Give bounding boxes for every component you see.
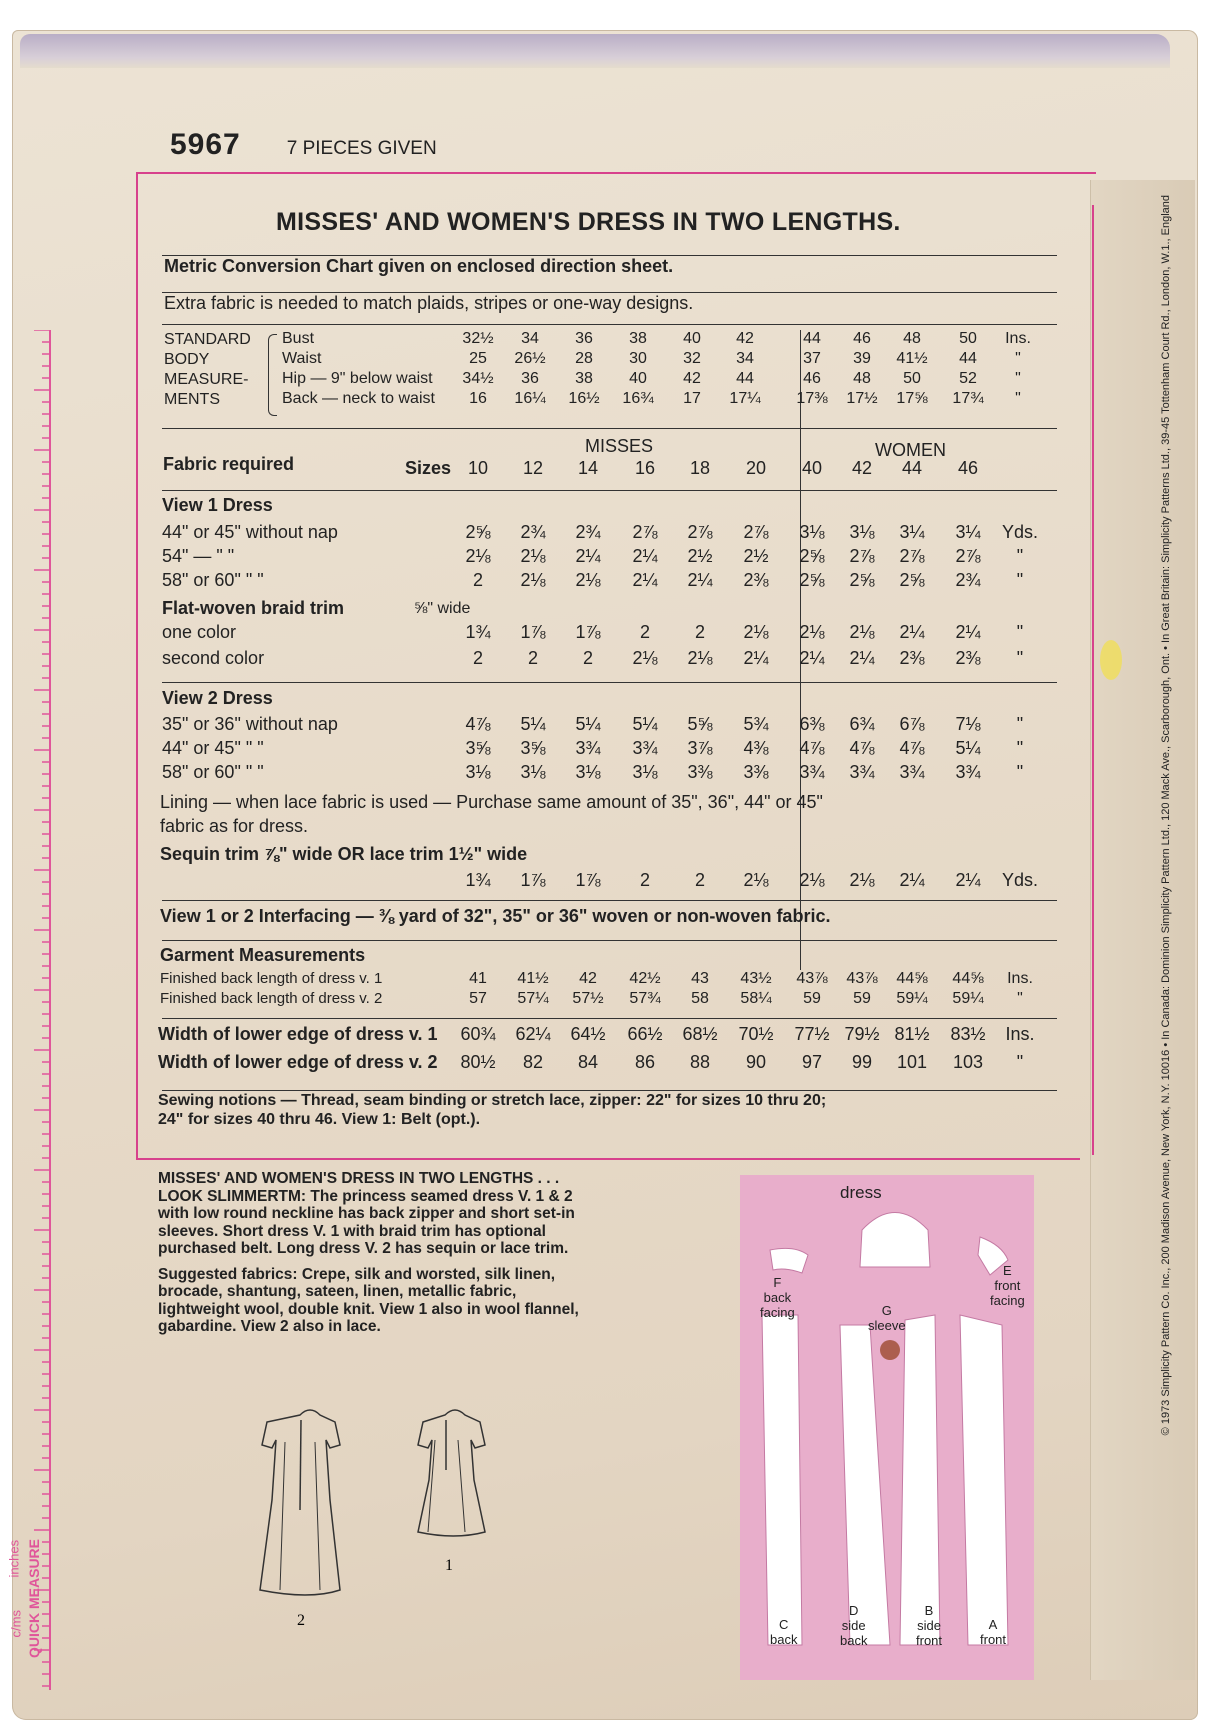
braid-yardage-cell: 2⅛	[849, 622, 875, 642]
body-measure-value: 16¼	[514, 390, 546, 407]
ruler-ticks	[12, 330, 52, 1690]
braid-width: ⅝" wide	[414, 600, 471, 617]
ruler-inches-label: inches	[6, 1539, 22, 1578]
body-measure-value: "	[1015, 350, 1021, 367]
body-measure-value: 46	[853, 330, 871, 347]
body-measure-value: 42	[736, 330, 754, 347]
piece-back-shape	[762, 1315, 802, 1645]
quick-measure-ruler	[6, 330, 52, 1690]
finished-length-value-cell: 41½	[517, 970, 549, 987]
lower-edge-width-value-cell: 82	[522, 1052, 544, 1072]
lower-edge-width-value-cell: 84	[577, 1052, 599, 1072]
yellow-stain	[1100, 640, 1122, 680]
view2-yardage-cell: 3⅜	[743, 762, 769, 782]
view2-yardage-cell: 5¾	[743, 714, 769, 734]
body-measure-value: "	[1015, 390, 1021, 407]
size-column-header: 14	[577, 458, 599, 478]
view1-fabric-width: 58" or 60" " "	[162, 570, 264, 590]
lower-edge-width-value-cell: 103	[952, 1052, 984, 1072]
view2-yardage-cell: 3⅞	[687, 738, 713, 758]
finished-length-value-cell: 44⅝	[896, 970, 928, 987]
sequin-yardage-cell: 2¼	[899, 870, 925, 890]
braid-yardage-cell: 2¼	[899, 622, 925, 642]
view2-yardage-cell: 5¼	[520, 714, 546, 734]
view2-yardage-cell: 3¾	[575, 738, 601, 758]
view1-yardage-cell: 2⅞	[849, 546, 875, 566]
body-measure-value: 17¼	[729, 390, 761, 407]
piece-front-shape	[960, 1315, 1008, 1645]
lower-edge-width-value-cell: 86	[634, 1052, 656, 1072]
lower-edge-width-name: Width of lower edge of dress v. 2	[158, 1052, 438, 1072]
view2-yardage-cell: 4⅞	[899, 738, 925, 758]
view2-yardage-cell: 4⅞	[799, 738, 825, 758]
body-measure-name: Hip — 9" below waist	[282, 370, 433, 387]
lower-edge-width-value-cell: 101	[896, 1052, 928, 1072]
piece-label-b: B side front	[916, 1603, 943, 1648]
ruler-cms-label: c/ms	[8, 1610, 24, 1638]
body-measure-value: 44	[803, 330, 821, 347]
body-measure-value: 44	[736, 370, 754, 387]
view1-yardage-cell: 2⅞	[743, 522, 769, 542]
size-column-header: 42	[851, 458, 873, 478]
extra-fabric-note: Extra fabric is needed to match plaids, stripes or one-way designs.	[164, 293, 694, 313]
view1-yardage-cell: 2¼	[575, 546, 601, 566]
view1-yardage-cell: 2⅜	[743, 570, 769, 590]
body-measure-value: 16½	[568, 390, 600, 407]
view2-yardage-cell: 3⅛	[632, 762, 658, 782]
ruler-brand: QUICK MEASURE	[26, 1538, 42, 1658]
sewing-notions-line1: Sewing notions — Thread, seam binding or stretch lace, zipper: 22" for sizes 10 thru 20;	[158, 1092, 827, 1109]
piece-side-front-shape	[900, 1315, 940, 1645]
lining-note-line2: fabric as for dress.	[160, 816, 309, 836]
copyright-side-text	[1160, 195, 1186, 1655]
finished-length-value-cell: 43⅞	[796, 970, 828, 987]
braid-yardage-cell: 2¼	[955, 622, 981, 642]
view1-yardage-cell: 2⅞	[687, 522, 713, 542]
braid-yardage-unit: "	[1016, 648, 1024, 668]
braid-yardage-cell: 2¼	[743, 648, 769, 668]
view2-fabric-width: 35" or 36" without nap	[162, 714, 338, 734]
view1-yardage-cell: 2	[472, 570, 484, 590]
finished-length-value-cell: 57¾	[629, 990, 661, 1007]
chart-title: MISSES' AND WOMEN'S DRESS IN TWO LENGTHS.	[276, 208, 901, 236]
pattern-number: 5967	[170, 128, 241, 161]
misses-heading: MISSES	[585, 436, 654, 456]
piece-label-g: G sleeve	[868, 1303, 906, 1333]
sizes-label: Sizes	[405, 458, 452, 478]
body-measure-value: 40	[629, 370, 647, 387]
view2-yardage-cell: 4⅜	[743, 738, 769, 758]
view2-yardage-cell: 7⅛	[955, 714, 981, 734]
view2-yardage-cell: 3¾	[799, 762, 825, 782]
braid-yardage-cell: 1⅞	[575, 622, 601, 642]
ruler-labels	[6, 1520, 50, 1670]
view1-yardage-cell: 2¼	[632, 570, 658, 590]
view2-yardage-cell: 3⅛	[520, 762, 546, 782]
body-measure-name: Bust	[282, 330, 315, 347]
body-measure-value: 28	[575, 350, 593, 367]
view1-yardage-cell: 2⅝	[849, 570, 875, 590]
view1-yardage-unit: "	[1016, 546, 1024, 566]
lower-edge-width-value-cell: 97	[801, 1052, 823, 1072]
view1-yardage-unit: "	[1016, 570, 1024, 590]
view1-yardage-cell: 2⅛	[520, 570, 546, 590]
body-measure-value: 46	[803, 370, 821, 387]
pink-border-frame	[136, 172, 1096, 1159]
sequin-yardage-cell: 2⅛	[799, 870, 825, 890]
view2-yardage-cell: 6⅞	[899, 714, 925, 734]
lower-edge-width-value-unit: Ins.	[1005, 1024, 1035, 1044]
body-measure-value: "	[1015, 370, 1021, 387]
body-measure-value: 34½	[462, 370, 494, 387]
divider	[162, 900, 1057, 901]
view1-yardage-cell: 3¼	[899, 522, 925, 542]
size-column-header: 10	[467, 458, 489, 478]
body-measure-value: 16¾	[622, 390, 654, 407]
view2-title: View 2 Dress	[162, 688, 273, 708]
braid-yardage-cell: 2⅛	[687, 648, 713, 668]
view1-yardage-unit: Yds.	[1001, 522, 1039, 542]
view1-yardage-cell: 2½	[687, 546, 713, 566]
piece-label-f: F back facing	[760, 1275, 795, 1320]
figure-label-view2: 2	[297, 1612, 305, 1629]
size-column-header: 20	[745, 458, 767, 478]
size-column-header: 44	[901, 458, 923, 478]
body-measure-value: 42	[683, 370, 701, 387]
view2-yardage-cell: 3¾	[899, 762, 925, 782]
view1-yardage-cell: 3⅛	[849, 522, 875, 542]
sequin-yardage-cell: 2¼	[955, 870, 981, 890]
braid-yardage-cell: 1⅞	[520, 622, 546, 642]
fabric-required-heading: Fabric required	[163, 454, 295, 474]
finished-length-value-cell: 42	[579, 970, 597, 987]
pink-border-bottom	[136, 1158, 1080, 1160]
sequin-trim-label: Sequin trim ⅞" wide OR lace trim 1½" wide	[160, 844, 528, 864]
copyright-text: © 1973 Simplicity Pattern Co. Inc., 200 Madison Avenue, New York, N.Y. 10016 • In Canada: Dominion Simplicity Pattern Ltd., 120 Mack Ave., Scarborough, Ont. • In Great Britain: Simplicity Patterns Ltd., 39-45 Tottenham Court Rd., London, W.1., England	[1160, 195, 1172, 1436]
view2-yardage-unit: "	[1016, 714, 1024, 734]
braid-yardage-cell: 2⅜	[955, 648, 981, 668]
piece-sleeve-shape	[860, 1213, 930, 1268]
body-measure-name: Back — neck to waist	[282, 390, 435, 407]
lower-edge-width-value-cell: 66½	[627, 1024, 663, 1044]
body-measure-value: 36	[521, 370, 539, 387]
lower-edge-width-value-cell: 80½	[460, 1052, 496, 1072]
braid-yardage-cell: 2⅛	[799, 622, 825, 642]
garment-measurements-heading: Garment Measurements	[160, 945, 366, 965]
view2-yardage-cell: 3⅝	[520, 738, 546, 758]
body-measure-value: 38	[629, 330, 647, 347]
piece-label-a: A front	[980, 1617, 1007, 1647]
view2-yardage-cell: 3⅝	[465, 738, 491, 758]
body-measure-value: 32	[683, 350, 701, 367]
braid-yardage-unit: "	[1016, 622, 1024, 642]
view1-yardage-cell: 2⅞	[632, 522, 658, 542]
view2-yardage-cell: 4⅞	[465, 714, 491, 734]
envelope-flap	[20, 34, 1170, 68]
lower-edge-width-value-cell: 77½	[794, 1024, 830, 1044]
view1-yardage-cell: 2¼	[687, 570, 713, 590]
size-column-header: 40	[801, 458, 823, 478]
view2-fabric-width: 58" or 60" " "	[162, 762, 264, 782]
view1-yardage-cell: 2⅞	[899, 546, 925, 566]
finished-length-value-cell: 57¼	[517, 990, 549, 1007]
finished-length-value-cell: 41	[469, 970, 487, 987]
view1-fabric-width: 54" — " "	[162, 546, 235, 566]
view2-yardage-cell: 3⅜	[687, 762, 713, 782]
view2-yardage-cell: 5⅝	[687, 714, 713, 734]
lower-edge-width-value-cell: 64½	[570, 1024, 606, 1044]
finished-length-value-cell: 58¼	[740, 990, 772, 1007]
brace	[268, 334, 277, 416]
lower-edge-width-value-unit: "	[1016, 1052, 1024, 1072]
divider	[162, 1018, 1057, 1019]
view1-yardage-cell: 2¼	[632, 546, 658, 566]
view1-yardage-cell: 2⅝	[799, 546, 825, 566]
view2-fabric-width: 44" or 45" " "	[162, 738, 264, 758]
view2-yardage-cell: 3⅛	[465, 762, 491, 782]
dress-sketch-view1	[418, 1410, 485, 1536]
finished-length-value-cell: 59¼	[952, 990, 984, 1007]
lower-edge-width-value-cell: 90	[745, 1052, 767, 1072]
body-measure-value: 52	[959, 370, 977, 387]
sequin-yardage-cell: 2⅛	[743, 870, 769, 890]
women-heading: WOMEN	[875, 440, 946, 460]
figure-label-view1: 1	[445, 1557, 453, 1574]
finished-length-value-cell: 59¼	[896, 990, 928, 1007]
body-measure-value: 48	[903, 330, 921, 347]
view1-yardage-cell: 2¾	[520, 522, 546, 542]
view2-yardage-cell: 5¼	[632, 714, 658, 734]
body-measure-value: 17½	[846, 390, 878, 407]
sequin-yardage-cell: 1⅞	[520, 870, 546, 890]
view2-yardage-cell: 5¼	[575, 714, 601, 734]
body-measure-value: 16	[469, 390, 487, 407]
body-measure-value: 17⅝	[896, 390, 928, 407]
braid-yardage-cell: 2	[527, 648, 539, 668]
view1-yardage-cell: 2⅛	[465, 546, 491, 566]
body-measure-value: 25	[469, 350, 487, 367]
body-measure-value: 17	[683, 390, 701, 407]
view2-yardage-unit: "	[1016, 762, 1024, 782]
body-measure-value: 17¾	[952, 390, 984, 407]
finished-length-value-cell: 57½	[572, 990, 604, 1007]
lower-edge-width-value-cell: 68½	[682, 1024, 718, 1044]
lower-edge-width-value-cell: 79½	[844, 1024, 880, 1044]
view2-yardage-cell: 6⅜	[799, 714, 825, 734]
braid-yardage-cell: 2⅜	[899, 648, 925, 668]
body-measure-name: Waist	[282, 350, 322, 367]
sequin-yardage-unit: Yds.	[1001, 870, 1039, 890]
divider	[162, 1090, 1057, 1091]
braid-yardage-cell: 2	[582, 648, 594, 668]
body-measure-value: 17⅜	[796, 390, 828, 407]
lower-edge-width-value-cell: 62¼	[515, 1024, 551, 1044]
lining-note-line1: Lining — when lace fabric is used — Purchase same amount of 35", 36", 44" or 45"	[160, 792, 823, 812]
body-measure-value: 38	[575, 370, 593, 387]
view1-yardage-cell: 2⅝	[799, 570, 825, 590]
divider	[162, 324, 1057, 325]
lower-edge-width-value-cell: 60¾	[460, 1024, 496, 1044]
finished-length-value-cell: 42½	[629, 970, 661, 987]
divider	[162, 682, 1057, 683]
pieces-given: 7 PIECES GIVEN	[286, 138, 437, 159]
pink-border-right	[1092, 205, 1094, 1155]
lower-edge-width-value-cell: 70½	[738, 1024, 774, 1044]
view2-yardage-cell: 6¾	[849, 714, 875, 734]
view1-yardage-cell: 2⅝	[465, 522, 491, 542]
view1-yardage-cell: 2½	[743, 546, 769, 566]
description-text: MISSES' AND WOMEN'S DRESS IN TWO LENGTHS . . . LOOK SLIMMERTM: The princess seamed dress V. 1 & 2 with low round neckline has back zipper and short set-in sleeves. Short dress V. 1 with braid trim has optional purchased belt. Long dress V. 2 has sequin or lace trim.	[158, 1170, 575, 1257]
finished-length-value-cell: 43⅞	[846, 970, 878, 987]
size-column-header: 16	[634, 458, 656, 478]
size-column-header: 18	[689, 458, 711, 478]
finished-length-value-cell: 43½	[740, 970, 772, 987]
finished-length-value-cell: 58	[691, 990, 709, 1007]
body-measure-value: 48	[853, 370, 871, 387]
body-measure-value: 30	[629, 350, 647, 367]
piece-label-c: C back	[770, 1617, 798, 1647]
interfacing-note: View 1 or 2 Interfacing — ⅜ yard of 32", 35" or 36" woven or non-woven fabric.	[160, 906, 831, 926]
sequin-yardage-cell: 1¾	[465, 870, 491, 890]
braid-yardage-cell: 2¼	[849, 648, 875, 668]
body-measure-value: Ins.	[1005, 330, 1031, 347]
braid-yardage-cell: 2⅛	[632, 648, 658, 668]
braid-yardage-cell: 2⅛	[743, 622, 769, 642]
stain-mark	[880, 1340, 900, 1360]
braid-yardage-cell: 2	[694, 622, 706, 642]
view1-yardage-cell: 2¾	[575, 522, 601, 542]
body-label-line: MENTS	[164, 391, 220, 408]
body-measure-value: 50	[903, 370, 921, 387]
piece-label-e: E front facing	[990, 1263, 1025, 1308]
view1-fabric-width: 44" or 45" without nap	[162, 522, 338, 542]
view1-yardage-cell: 2⅝	[899, 570, 925, 590]
lower-edge-width-value-cell: 88	[689, 1052, 711, 1072]
finished-length-value-unit: "	[1017, 990, 1023, 1007]
view1-yardage-cell: 2⅛	[520, 546, 546, 566]
braid-trim-heading: Flat-woven braid trim	[162, 598, 345, 618]
piece-side-back-shape	[840, 1325, 890, 1645]
size-column-header: 12	[522, 458, 544, 478]
body-measure-value: 39	[853, 350, 871, 367]
view1-yardage-cell: 3¼	[955, 522, 981, 542]
piece-label-d: D side back	[840, 1603, 868, 1648]
braid-yardage-cell: 2	[639, 622, 651, 642]
lower-edge-width-name: Width of lower edge of dress v. 1	[158, 1024, 438, 1044]
finished-length-value-cell: 59	[853, 990, 871, 1007]
body-measure-value: 44	[959, 350, 977, 367]
body-measure-value: 36	[575, 330, 593, 347]
lower-edge-width-value-cell: 99	[851, 1052, 873, 1072]
finished-length-value-cell: 57	[469, 990, 487, 1007]
finished-length-value-cell: 43	[691, 970, 709, 987]
finished-length-name: Finished back length of dress v. 1	[160, 970, 383, 987]
dress-sketch-view2	[260, 1410, 340, 1595]
finished-length-value-unit: Ins.	[1007, 970, 1033, 987]
dress-sketches	[240, 1400, 540, 1630]
sequin-yardage-cell: 2⅛	[849, 870, 875, 890]
body-label-line: MEASURE-	[164, 371, 249, 388]
view2-yardage-cell: 3¾	[849, 762, 875, 782]
lower-edge-width-value-cell: 81½	[894, 1024, 930, 1044]
view1-yardage-cell: 2¾	[955, 570, 981, 590]
body-label-line: STANDARD	[164, 331, 251, 348]
braid-color-name: one color	[162, 622, 237, 642]
view1-yardage-cell: 2⅛	[575, 570, 601, 590]
body-measure-value: 32½	[462, 330, 494, 347]
pattern-pieces-shapes	[740, 1175, 1034, 1680]
view2-yardage-unit: "	[1016, 738, 1024, 758]
finished-length-value-cell: 44⅝	[952, 970, 984, 987]
view1-yardage-cell: 2⅞	[955, 546, 981, 566]
view2-yardage-cell: 3⅛	[575, 762, 601, 782]
body-measure-value: 41½	[896, 350, 928, 367]
piece-back-facing-shape	[770, 1248, 808, 1273]
view2-yardage-cell: 3¾	[955, 762, 981, 782]
braid-yardage-cell: 2¼	[799, 648, 825, 668]
sequin-yardage-cell: 2	[639, 870, 651, 890]
body-measure-value: 26½	[514, 350, 546, 367]
view2-yardage-cell: 5¼	[955, 738, 981, 758]
finished-length-value-cell: 59	[803, 990, 821, 1007]
view2-yardage-cell: 4⅞	[849, 738, 875, 758]
sequin-yardage-cell: 2	[694, 870, 706, 890]
sequin-yardage-cell: 1⅞	[575, 870, 601, 890]
body-measure-value: 37	[803, 350, 821, 367]
braid-yardage-cell: 1¾	[465, 622, 491, 642]
body-label-line: BODY	[164, 351, 210, 368]
suggested-fabrics: Suggested fabrics: Crepe, silk and worsted, silk linen, brocade, shantung, sateen, linen, metallic fabric, lightweight wool, double knit. View 1 also in wool flannel, gabardine. View 2 also in lace.	[158, 1265, 579, 1335]
braid-yardage-cell: 2	[472, 648, 484, 668]
envelope-header	[170, 128, 437, 162]
body-measure-value: 34	[521, 330, 539, 347]
view1-yardage-cell: 3⅛	[799, 522, 825, 542]
body-measure-value: 40	[683, 330, 701, 347]
view2-yardage-cell: 3¾	[632, 738, 658, 758]
metric-note: Metric Conversion Chart given on enclosed direction sheet.	[164, 256, 674, 276]
finished-length-name: Finished back length of dress v. 2	[160, 990, 383, 1007]
view1-title: View 1 Dress	[162, 495, 273, 515]
body-label	[164, 330, 251, 410]
description-block	[158, 1170, 583, 1344]
lower-edge-width-value-cell: 83½	[950, 1024, 986, 1044]
divider	[162, 940, 1057, 941]
sewing-notions-line2: 24" for sizes 40 thru 46. View 1: Belt (opt.).	[158, 1111, 481, 1128]
braid-color-name: second color	[162, 648, 265, 668]
body-measure-value: 50	[959, 330, 977, 347]
diagram-title: dress	[840, 1183, 882, 1202]
divider	[162, 490, 1057, 491]
pattern-pieces-diagram	[740, 1175, 1034, 1680]
divider	[162, 428, 1057, 429]
body-measure-value: 34	[736, 350, 754, 367]
size-column-header: 46	[957, 458, 979, 478]
